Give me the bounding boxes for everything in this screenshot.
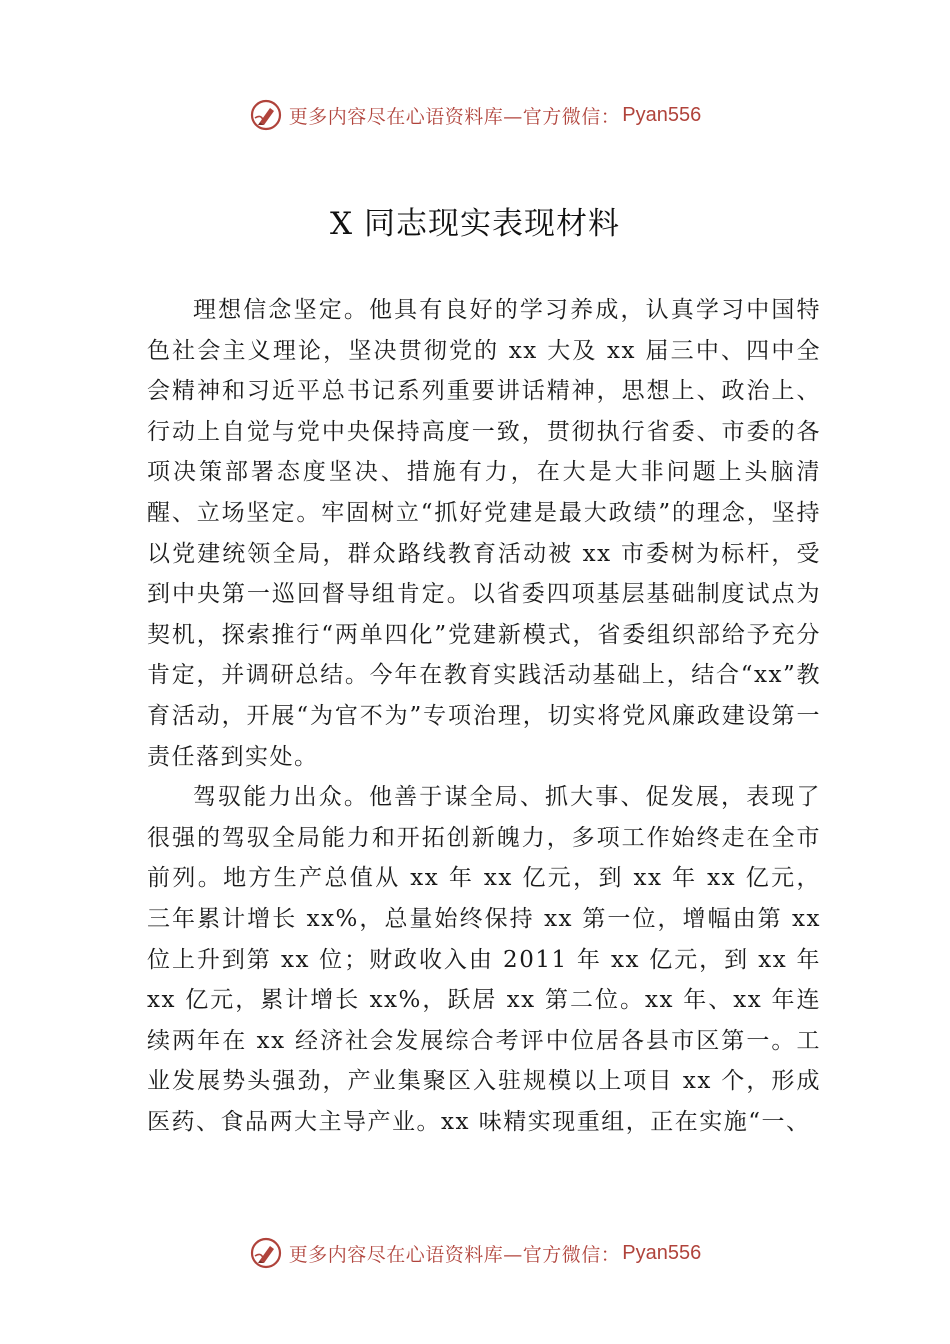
footer-watermark-banner bbox=[0, 1233, 950, 1273]
header-wechat-id: Pyan556 bbox=[622, 103, 702, 126]
footer-wechat-id: Pyan556 bbox=[622, 1241, 702, 1264]
pen-logo-icon bbox=[249, 98, 283, 132]
pen-logo-icon bbox=[249, 1236, 283, 1270]
header-watermark-banner bbox=[0, 95, 950, 135]
document-title: X 同志现实表现材料 bbox=[330, 206, 620, 242]
paragraph-ideals: 理想信念坚定。他具有良好的学习养成，认真学习中国特色社会主义理论，坚决贯彻党的 xx 大及 xx 届三中、四中全会精神和习近平总书记系列重要讲话精神，思想上、政治上、行动上自觉与党中央保持高度一致，贯彻执行省委、市委的各项决策部署态度坚决、措施有力，在大是大非问题上头脑清醒、立场坚定。牢固树立“抓好党建是最大政绩”的理念，坚持以党建统领全局，群众路线教育活动被 xx 市委树为标杆，受到中央第一巡回督导组肯定。以省委四项基层基础制度试点为契机，探索推行“两单四化”党建新模式，省委组织部给予充分肯定，并调研总结。今年在教育实践活动基础上，结合“xx”教育活动，开展“为官不为”专项治理，切实将党风廉政建设第一责任落到实处。 bbox=[147, 297, 821, 770]
document-body bbox=[147, 290, 821, 1142]
footer-slogan: 更多内容尽在心语资料库—官方微信： bbox=[288, 1243, 621, 1266]
header-slogan: 更多内容尽在心语资料库—官方微信： bbox=[288, 105, 621, 128]
paragraph-leadership: 驾驭能力出众。他善于谋全局、抓大事、促发展，表现了很强的驾驭全局能力和开拓创新魄力，多项工作始终走在全市前列。地方生产总值从 xx 年 xx 亿元，到 xx 年 xx 亿元，三年累计增长 xx%，总量始终保持 xx 第一位，增幅由第 xx 位上升到第 xx 位；财政收入由 2011 年 xx 亿元，到 xx 年 xx 亿元，累计增长 xx%，跃居 xx 第二位。xx 年、xx 年连续两年在 xx 经济社会发展综合考评中位居各县市区第一。工业发展势头强劲，产业集聚区入驻规模以上项目 xx 个，形成医药、食品两大主导产业。xx 味精实现重组，正在实施“一、 bbox=[147, 784, 821, 1135]
